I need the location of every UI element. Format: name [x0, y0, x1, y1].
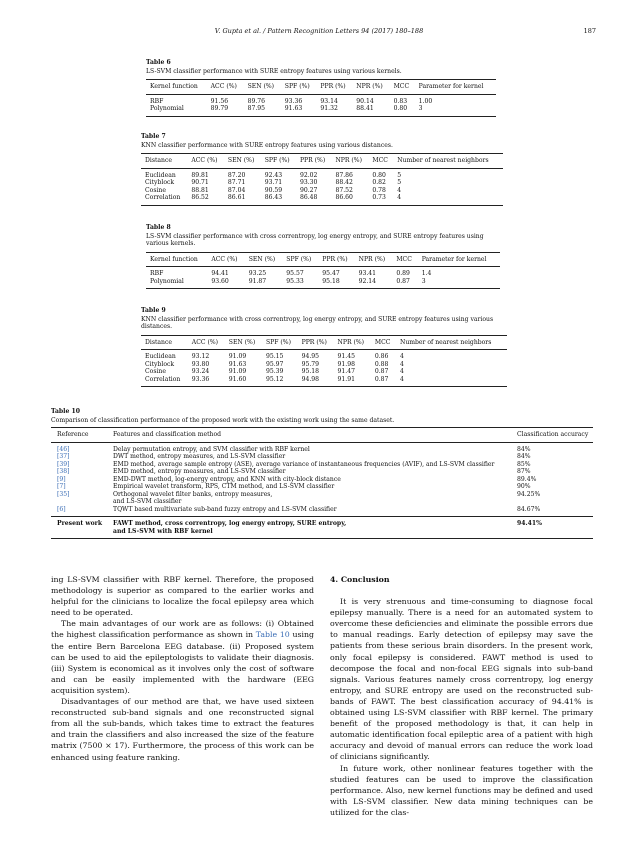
table-cell: 95.33 [279, 278, 315, 289]
table-row [141, 350, 507, 361]
table-cell: 88.42 [335, 179, 353, 186]
paragraph-text: The main advantages of our work are as follows: (i) Obtained the highest classification performance as shown in [51, 619, 314, 640]
table-cell [113, 491, 517, 506]
table-cell: Empirical wavelet transform, RPS, CTM method, and LS-SVM classifier [113, 483, 335, 490]
table-row [141, 368, 507, 376]
table-7-grid [141, 153, 503, 206]
table-10-col-header: Reference [51, 428, 113, 443]
table-cell: 90.59 [264, 186, 283, 194]
table-cell: 87.20 [227, 171, 246, 179]
table-cell: Euclidean [145, 171, 176, 179]
table-cell: Cityblock [145, 360, 175, 368]
table-cell: 87.95 [241, 105, 278, 116]
table-cell: Cosine [145, 368, 166, 375]
table-9-col-header: ACC (%) [185, 335, 222, 350]
table-row [146, 267, 500, 278]
table-cell: 87.04 [227, 186, 246, 194]
paragraph: In future work, other nonlinear features together with the studied features can be used to improve the classification performance. Also, new kernel functions may be defined and used with LS-SVM classifier. New data mining techniques can be utilized for the clas- [330, 763, 593, 817]
reference-link[interactable]: [38] [57, 468, 70, 475]
table-9-grid [141, 335, 507, 388]
table-9-caption-line-1: KNN classifier performance with cross correntropy, log energy entropy, and SURE entropy features using various [141, 315, 494, 323]
table-cell: 90.14 [356, 97, 374, 105]
table-6-header-row [146, 80, 496, 95]
table-cell: RBF [150, 97, 164, 105]
table-10-grid [51, 427, 593, 539]
table-cell: 91.09 [228, 368, 247, 375]
table-cell: 95.15 [265, 353, 284, 360]
table-10-col-header: Classification accuracy [517, 428, 593, 443]
table-8-col-header: NPR (%) [352, 252, 390, 267]
table-7-col-header: SPF (%) [258, 154, 293, 169]
table-cell: 0.82 [372, 179, 386, 186]
table-cell: 91.56 [210, 97, 229, 105]
table-9-col-header: PPR (%) [295, 335, 331, 350]
table-cell: 92.14 [352, 278, 390, 289]
table-cell: 95.47 [322, 270, 340, 277]
table-cell: 0.73 [365, 194, 390, 205]
table-7-col-header: Distance [141, 154, 184, 169]
table-cell: 91.45 [337, 353, 355, 360]
table-6-col-header: SPF (%) [278, 80, 314, 95]
table-row [141, 168, 503, 179]
table-cell: Present work [51, 517, 113, 539]
table-row [141, 179, 503, 187]
table-cell: 93.71 [264, 179, 283, 186]
table-cell: 93.60 [204, 278, 241, 289]
table-10-label: Table 10 [51, 408, 80, 415]
table-cell: 94.41 [211, 270, 229, 277]
table-cell: Polynomial [146, 278, 204, 289]
table-8-label: Table 8 [146, 224, 171, 231]
table-cell: 95.97 [265, 360, 284, 368]
paragraph: Disadvantages of our method are that, we have used sixteen reconstructed sub-band signals and one reconstructed signal from all the sub-bands, which takes time to extract the features and train the classifiers and also increased the size of the feature matrix (7500 × 17). Furthermore, the process of this work can be enhanced using feature ranking. [51, 697, 314, 762]
table-6-col-header: NPR (%) [349, 80, 386, 95]
table-cell: 86.43 [258, 194, 293, 205]
method-line-1: FAWT method, cross correntropy, log energy entropy, SURE entropy, [113, 520, 347, 527]
table-cell: 0.80 [387, 105, 412, 116]
table-cell: 3 [415, 278, 500, 289]
table-cell: Delay permutation entropy, and SVM classifier with RBF kernel [113, 445, 310, 453]
table-cell: Correlation [141, 194, 184, 205]
table-cell: 91.63 [278, 105, 314, 116]
table-row [51, 468, 593, 476]
table-cell: 87.52 [335, 186, 353, 194]
table-6-col-header: SEN (%) [241, 80, 278, 95]
table-cell: 90.27 [299, 186, 318, 194]
table-8-col-header: Kernel function [146, 252, 204, 267]
table-cell [113, 517, 517, 539]
table-cell: 91.47 [337, 368, 355, 375]
table-cell: 4 [399, 353, 404, 360]
table-7-col-header: SEN (%) [221, 154, 258, 169]
table-cell: 89.4% [517, 475, 537, 483]
table-cell: RBF [150, 270, 164, 277]
paragraph: ing LS-SVM classifier with RBF kernel. Therefore, the proposed methodology is superior as compared to the earlier works and helpful for the clinicians to localize the focal epilepsy area which need to be operated. [51, 575, 314, 618]
table-7-label: Table 7 [141, 133, 166, 140]
table-cell: 92.02 [299, 171, 318, 179]
table-cell: 95.57 [286, 270, 304, 277]
table-10-col-header: Features and classification method [113, 428, 517, 443]
table-7-caption: KNN classifier performance with SURE entropy features using various distances. [141, 141, 393, 149]
table-cell: 94.41% [517, 517, 593, 539]
table-cell: 89.76 [247, 97, 266, 105]
table-cell: Euclidean [145, 353, 176, 360]
table-8-col-header: ACC (%) [204, 252, 241, 267]
table-cell: 95.12 [259, 376, 295, 387]
table-10 [51, 408, 593, 539]
table-6-caption: LS-SVM classifier performance with SURE entropy features using various kernels. [146, 67, 402, 75]
table-8-caption-line-1: LS-SVM classifier performance with cross correntropy, log energy entropy, and SURE entropy features using [146, 232, 484, 240]
table-cell: 88.41 [349, 105, 386, 116]
table-8 [146, 224, 504, 289]
table-cell: 0.80 [372, 171, 386, 179]
table-cell: 93.36 [185, 376, 222, 387]
table-cell: 0.83 [393, 97, 408, 105]
paragraph-text: using the entire Bern Barcelona EEG database. (ii) Proposed system can be used to aid the epileptologists to validate their diagnosis. (iii) System is economical as it involves only the cost of software and can be easily implemented with the hardware (EEG acquisition system). [51, 630, 314, 695]
table-cell: 88.81 [191, 186, 209, 194]
table-7-col-header: NPR (%) [328, 154, 365, 169]
table-cell: 95.18 [315, 278, 351, 289]
table-cell: 91.32 [313, 105, 349, 116]
table-cell: 91.09 [228, 353, 247, 360]
reference-link[interactable]: [6] [57, 505, 66, 513]
table-cell: 0.87 [389, 278, 414, 289]
table-9-header-row [141, 335, 507, 350]
table-cell: 4 [399, 360, 404, 368]
table-6-col-header: Parameter for kernel [412, 80, 496, 95]
table-cell: 91.63 [228, 360, 247, 368]
table-cell: 0.88 [374, 360, 389, 368]
table-8-caption-line-2: various kernels. [146, 240, 196, 247]
table-row [141, 194, 503, 205]
table-cell: 0.89 [396, 270, 410, 277]
table-row [51, 506, 593, 517]
table-cell: 93.30 [299, 179, 318, 186]
table-row [141, 187, 503, 195]
table-cell: 5 [397, 179, 402, 186]
table-cell: 86.48 [293, 194, 329, 205]
table-cell: 92.43 [264, 171, 283, 179]
table-6 [146, 59, 496, 117]
table-row [51, 517, 593, 539]
table-cell: 95.39 [265, 368, 284, 375]
table-cell: Correlation [141, 376, 185, 387]
table-8-col-header: Parameter for kernel [415, 252, 500, 267]
table-cell: 0.87 [368, 376, 393, 387]
table-row [146, 94, 496, 105]
table-cell: 91.98 [337, 360, 355, 368]
right-column [330, 574, 593, 818]
table-8-col-header: PPR (%) [315, 252, 351, 267]
table-cell: EMD method, entropy measures, and LS-SVM classifier [113, 468, 286, 475]
method-line-2: and LS-SVM with RBF kernel [113, 527, 213, 535]
running-header [0, 27, 638, 39]
table-cell: Cityblock [145, 179, 175, 186]
table-cell: EMD method, average sample entropy (ASE), average variance of instantaneous frequencies (AVIF), and LS-SVM classifier [113, 460, 495, 468]
table-7-col-header: MCC [365, 154, 390, 169]
table-cell: 86.61 [221, 194, 258, 205]
table-cell: 85% [517, 460, 531, 468]
table-cell: 84% [517, 445, 531, 453]
table-10-caption: Comparison of classification performance of the proposed work with the existing work using the same dataset. [51, 416, 395, 424]
table-cell: EMD-DWT method, log-energy entropy, and KNN with city-block distance [113, 475, 341, 483]
reference-link[interactable]: [35] [57, 490, 70, 498]
table-9 [141, 307, 509, 387]
table-cell: Polynomial [146, 105, 204, 116]
table-cell: 93.80 [191, 360, 210, 368]
table-cell: 87% [517, 468, 531, 475]
table-row [51, 461, 593, 469]
table-row [141, 376, 507, 387]
table-8-col-header: MCC [389, 252, 414, 267]
table-9-caption-line-2: distances. [141, 323, 173, 330]
table-cell: 93.41 [358, 270, 377, 277]
table-9-col-header: NPR (%) [331, 335, 368, 350]
page-number: 187 [583, 27, 596, 35]
table-cell: 84% [517, 453, 531, 460]
table-cell: 0.87 [374, 368, 389, 375]
table-cell: Cosine [145, 186, 166, 194]
table-cell: 1.00 [418, 97, 433, 105]
table-cell: 0.78 [372, 186, 386, 194]
table-cell: TQWT based multivariate sub-band fuzzy entropy and LS-SVM classifier [113, 505, 337, 513]
table-cell: DWT method, entropy measures, and LS-SVM classifier [113, 453, 286, 460]
table-cell: 89.79 [204, 105, 241, 116]
table-cell: 91.87 [242, 278, 280, 289]
table-cell: 5 [397, 171, 402, 179]
table-row [141, 361, 507, 369]
table-8-col-header: SPF (%) [279, 252, 315, 267]
method-line-1: Orthogonal wavelet filter banks, entropy measures, [113, 490, 273, 498]
table-cell: 1.4 [421, 270, 432, 277]
table-9-col-header: SPF (%) [259, 335, 295, 350]
table-row [146, 278, 500, 289]
paragraph [51, 618, 314, 696]
table-cell: 91.60 [222, 376, 259, 387]
table-6-col-header: ACC (%) [204, 80, 241, 95]
table-cell: 94.95 [301, 353, 320, 360]
table-9-col-header: Distance [141, 335, 185, 350]
table-10-link[interactable]: Table 10 [255, 630, 290, 640]
table-cell: 4 [390, 194, 503, 205]
table-cell: 93.14 [320, 97, 338, 105]
table-8-header-row [146, 252, 500, 267]
table-cell: 86.60 [328, 194, 365, 205]
table-cell: 87.86 [335, 171, 353, 179]
table-7-header-row [141, 154, 503, 169]
table-10-header-row [51, 428, 593, 443]
table-9-col-header: SEN (%) [222, 335, 259, 350]
table-cell: 93.12 [191, 353, 210, 360]
table-6-grid [146, 79, 496, 117]
table-7-col-header: Number of nearest neighbors [390, 154, 503, 169]
table-cell: 95.79 [301, 360, 320, 368]
table-9-label: Table 9 [141, 307, 166, 314]
table-row [51, 442, 593, 453]
table-row [51, 476, 593, 484]
table-6-col-header: Kernel function [146, 80, 204, 95]
journal-citation: V. Gupta et al. / Pattern Recognition Letters 94 (2017) 180–188 [214, 27, 424, 35]
paragraph: It is very strenuous and time-consuming to diagnose focal epilepsy manually. There is a need for an automated system to overcome these deficiencies and eliminate the possible errors due to manual readings. Early detection of epilepsy may save the patients from these serious brain disorders. In the present work, only focal epilepsy is considered. FAWT method is used to decompose the focal and non-focal EEG signals into sub-band signals. Various features namely cross correntropy, log energy entropy, and SURE entropy are used on the reconstructed sub-bands of FAWT. The best classification accuracy of 94.41% is obtained using LS-SVM classifier with RBF kernel. The primary benefit of the proposed methodology is that, it can help in automatic identification focal epileptic area of a patient with high accuracy and devoid of manual errors can reduce the work load of clinicians significantly. [330, 597, 593, 762]
table-cell: 95.18 [301, 368, 320, 375]
table-cell: 87.71 [227, 179, 246, 186]
table-7-col-header: ACC (%) [184, 154, 221, 169]
table-cell: 93.24 [191, 368, 210, 375]
section-heading: 4. Conclusion [330, 575, 390, 584]
reference-link[interactable]: [37] [57, 453, 70, 460]
table-cell: 4 [399, 368, 404, 375]
table-cell: 4 [397, 186, 402, 194]
table-cell: 86.52 [184, 194, 221, 205]
table-cell: 91.91 [331, 376, 368, 387]
table-9-col-header: MCC [368, 335, 393, 350]
reference-link[interactable]: [46] [57, 445, 70, 453]
table-cell: 89.81 [191, 171, 209, 179]
reference-link[interactable]: [9] [57, 475, 66, 483]
table-row [146, 105, 496, 116]
table-cell: 93.25 [248, 270, 267, 277]
table-6-col-header: MCC [387, 80, 412, 95]
table-9-col-header: Number of nearest neighbors [393, 335, 507, 350]
table-cell: 4 [393, 376, 507, 387]
table-cell: 90% [517, 483, 531, 490]
table-cell: 3 [412, 105, 496, 116]
left-column [51, 574, 314, 763]
table-row [51, 483, 593, 491]
table-row [51, 453, 593, 461]
table-8-grid [146, 252, 500, 290]
table-cell: 84.67% [517, 505, 541, 513]
reference-link[interactable]: [7] [57, 483, 66, 490]
table-row [51, 491, 593, 506]
method-line-2: and LS-SVM classifier [113, 498, 182, 505]
table-6-label: Table 6 [146, 59, 171, 66]
table-8-col-header: SEN (%) [242, 252, 280, 267]
table-6-col-header: PPR (%) [313, 80, 349, 95]
table-cell: 94.98 [295, 376, 331, 387]
table-7 [141, 133, 503, 206]
table-7-col-header: PPR (%) [293, 154, 329, 169]
table-cell: 90.71 [191, 179, 209, 186]
table-cell: 93.36 [284, 97, 303, 105]
table-cell: 0.86 [374, 353, 389, 360]
reference-link[interactable]: [39] [57, 460, 70, 468]
table-cell: 94.25% [517, 490, 541, 498]
